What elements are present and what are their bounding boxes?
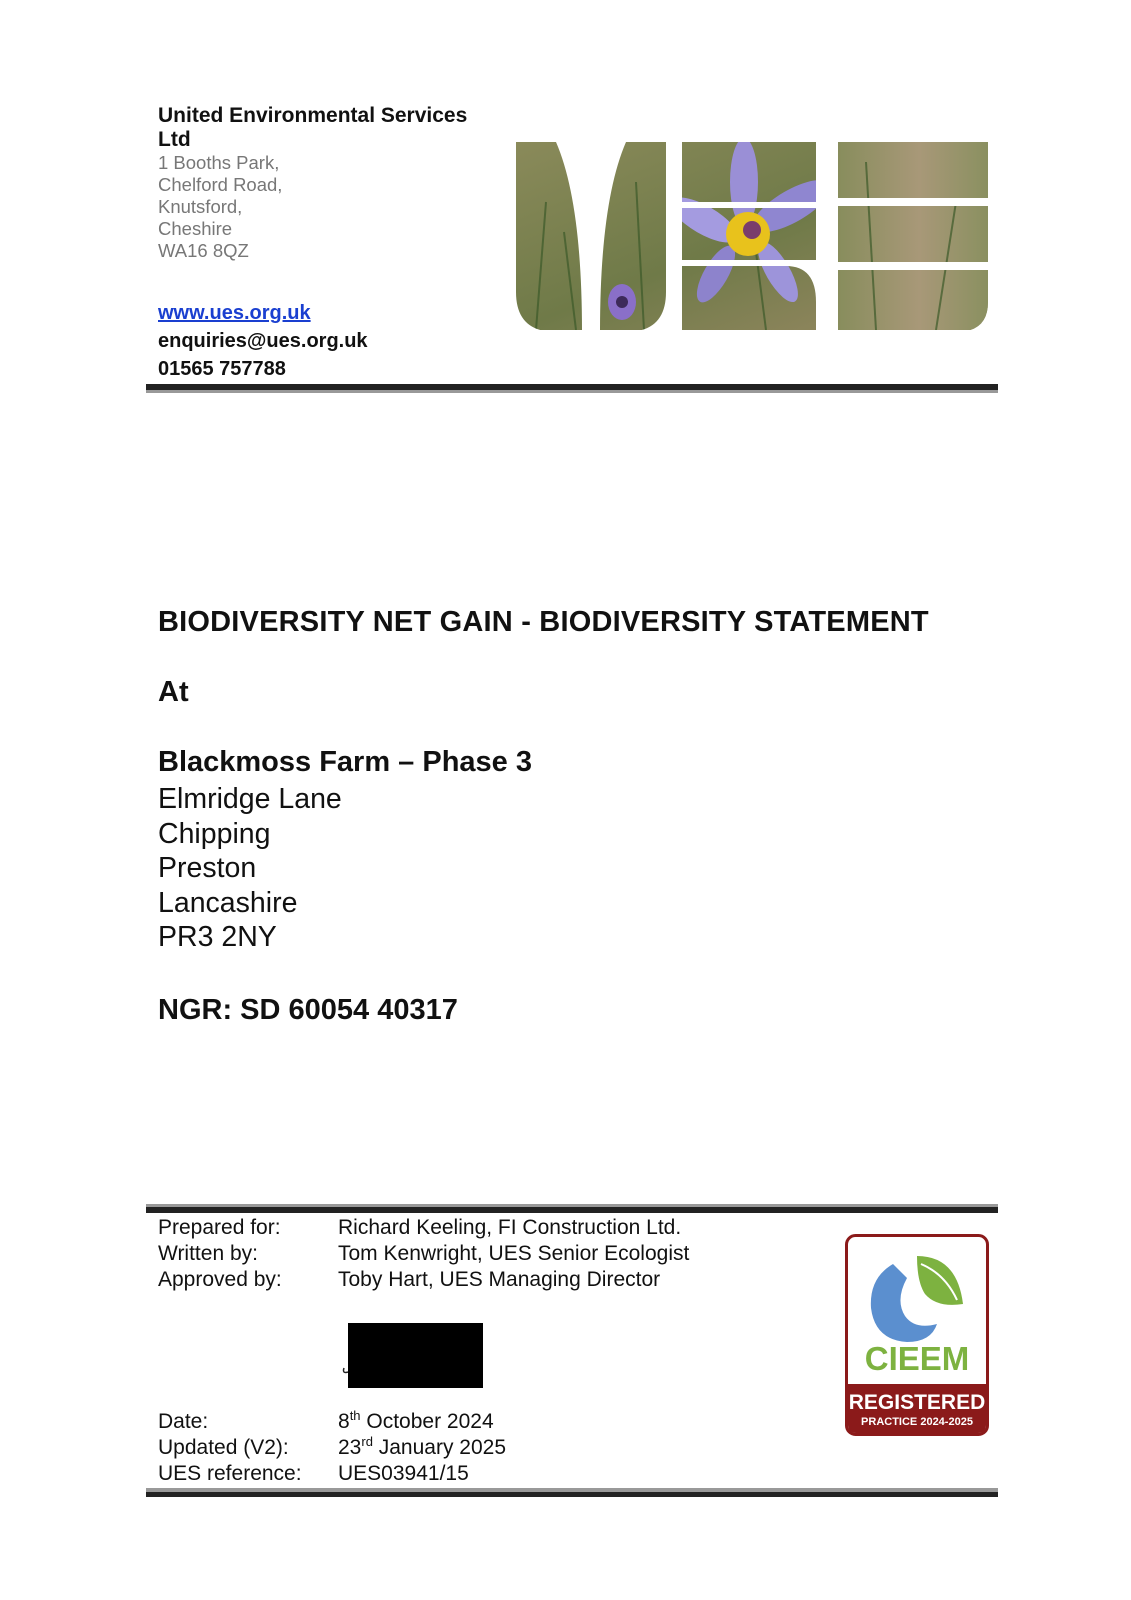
company-address-line: Knutsford, (158, 196, 243, 217)
company-address-line: Chelford Road, (158, 174, 283, 195)
phone-number: 01565 757788 (158, 358, 286, 380)
company-name: United Environmental Services Ltd (158, 104, 468, 151)
reference-label: UES reference: (158, 1462, 302, 1485)
company-address-line: WA16 8QZ (158, 240, 249, 261)
cieem-registered-badge (845, 1234, 989, 1436)
prepared-for-value: Richard Keeling, FI Construction Ltd. (338, 1216, 682, 1239)
contact-details (158, 299, 368, 383)
header-divider (146, 384, 998, 390)
site-address-line: Chipping (158, 817, 271, 850)
site-address-line: Lancashire (158, 886, 298, 919)
badge-status: REGISTERED (848, 1391, 986, 1414)
approved-by-label: Approved by: (158, 1268, 282, 1291)
grid-reference: NGR: SD 60054 40317 (158, 994, 458, 1026)
site-address-line: Preston (158, 852, 257, 885)
prepared-for-label: Prepared for: (158, 1216, 281, 1239)
ues-logo (516, 142, 988, 330)
redacted-signature (348, 1323, 483, 1388)
company-details (158, 104, 498, 262)
at-label: At (158, 676, 189, 708)
written-by-label: Written by: (158, 1242, 258, 1265)
date-label: Date: (158, 1410, 209, 1433)
site-address-line: PR3 2NY (158, 921, 277, 954)
badge-period: PRACTICE 2024-2025 (861, 1416, 973, 1428)
badge-org: CIEEM (864, 1340, 970, 1377)
updated-value: 23rd January 2025 (338, 1434, 507, 1459)
site-name: Blackmoss Farm – Phase 3 (158, 746, 532, 778)
website-link[interactable]: www.ues.org.uk (158, 302, 311, 324)
approved-by-value: Toby Hart, UES Managing Director (338, 1268, 661, 1291)
date-value: 8th October 2024 (338, 1408, 494, 1433)
footer-divider (146, 1488, 998, 1492)
email-address: enquiries@ues.org.uk (158, 330, 368, 352)
written-by-value: Tom Kenwright, UES Senior Ecologist (338, 1242, 690, 1265)
company-address-line: 1 Booths Park, (158, 152, 280, 173)
report-title: BIODIVERSITY NET GAIN - BIODIVERSITY STATEMENT (158, 606, 929, 638)
company-address-line: Cheshire (158, 218, 233, 239)
site-address (158, 782, 342, 955)
details-divider (146, 1204, 998, 1207)
site-address-line: Elmridge Lane (158, 783, 342, 815)
updated-label: Updated (V2): (158, 1436, 289, 1459)
reference-value: UES03941/15 (338, 1462, 469, 1485)
